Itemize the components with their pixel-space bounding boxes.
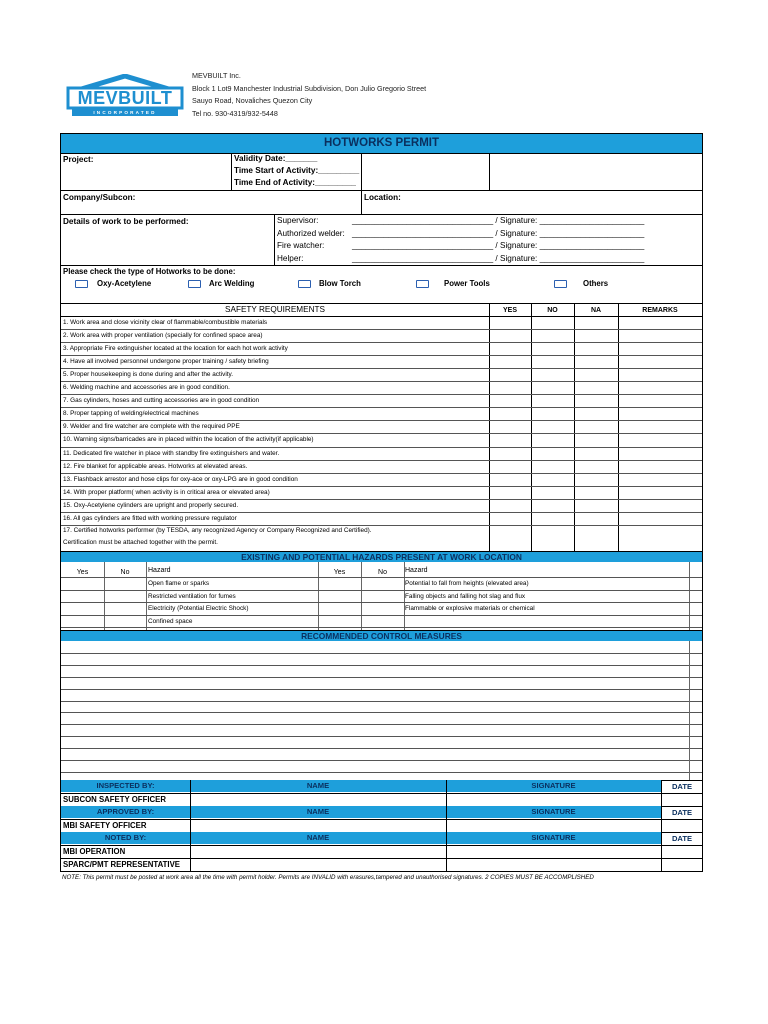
supervisor-label: Supervisor: <box>277 216 319 225</box>
na-cell[interactable] <box>575 487 617 498</box>
no-cell[interactable] <box>532 474 573 485</box>
no-cell[interactable] <box>532 369 573 380</box>
yes-cell[interactable] <box>490 500 530 511</box>
safety-item: 13. Flashback arrestor and hose clips for oxy-ace or oxy-LPG are in good condition <box>63 475 298 483</box>
yes-cell[interactable] <box>490 356 530 367</box>
yes-cell[interactable] <box>490 369 530 380</box>
remarks-cell[interactable] <box>619 487 701 498</box>
option-arc-welding: Arc Welding <box>209 279 255 288</box>
safety-item: 3. Appropriate Fire extinguisher located at the location for each hot work activity <box>63 345 288 353</box>
welder-field[interactable]: _______________________________ / Signature: _______________________ <box>352 229 645 238</box>
name-field[interactable] <box>191 794 445 805</box>
option-oxy-acetylene: Oxy-Acetylene <box>97 279 152 288</box>
yes-cell[interactable] <box>490 448 530 459</box>
na-cell[interactable] <box>575 369 617 380</box>
option-power-tools: Power Tools <box>444 279 490 288</box>
signature-col-header: SIGNATURE <box>531 833 576 842</box>
safety-item: 1. Work area and close vicinity clear of flammable/combustible materials <box>63 319 268 326</box>
control-measures-input[interactable] <box>62 642 688 779</box>
hotwork-type-prompt: Please check the type of Hotworks to be done: <box>63 267 236 276</box>
signoff-role: MBI SAFETY OFFICER <box>63 821 147 830</box>
company-subcon-label: Company/Subcon: <box>63 193 136 202</box>
na-cell[interactable] <box>575 408 617 419</box>
signature-col-header: SIGNATURE <box>531 807 576 816</box>
yes-cell[interactable] <box>490 395 530 406</box>
signoff-role-header: APPROVED BY: <box>96 807 155 816</box>
no-cell[interactable] <box>532 408 573 419</box>
signature-field[interactable] <box>447 794 660 805</box>
hazard-col-hazard-2: Hazard <box>405 567 428 574</box>
hazard-col-no-2: No <box>378 569 387 576</box>
hazards-header: EXISTING AND POTENTIAL HAZARDS PRESENT AT WORK LOCATION <box>241 552 522 562</box>
signature-field[interactable] <box>447 846 660 857</box>
time-start-field[interactable]: Time Start of Activity:_________ <box>234 166 360 175</box>
no-cell[interactable] <box>532 461 573 472</box>
no-cell[interactable] <box>532 513 573 524</box>
company-info <box>192 70 426 120</box>
safety-item: 4. Have all involved personnel undergone proper training / safety briefing <box>63 358 269 366</box>
option-others: Others <box>583 279 609 288</box>
yes-cell[interactable] <box>490 434 530 445</box>
no-cell[interactable] <box>532 356 573 367</box>
yes-cell[interactable] <box>490 382 530 393</box>
company-address-2: Sauyo Road, Novaliches Quezon City <box>192 96 313 106</box>
safety-requirements-header: SAFETY REQUIREMENTS <box>225 305 325 314</box>
no-cell[interactable] <box>532 421 573 432</box>
signoff-role: MBI OPERATION <box>63 847 126 856</box>
yes-cell[interactable] <box>490 474 530 485</box>
date-field[interactable] <box>662 846 701 857</box>
date-col-header: DATE <box>671 834 693 843</box>
permit-note: NOTE: This permit must be posted at work area all the time with permit holder. Permits are INVALID with erasures,tampered and unauthorised signatures. 2 COPIES MUST BE ACCOMPLISHED <box>62 874 594 881</box>
logo-wordmark: MEVBUILT <box>77 88 173 108</box>
remarks-cell[interactable] <box>619 513 701 524</box>
no-cell[interactable] <box>532 317 573 328</box>
yes-cell[interactable] <box>490 330 530 341</box>
na-cell[interactable] <box>575 434 617 445</box>
company-tel: Tel no. 930-4319/932-5448 <box>192 108 278 118</box>
safety-item: 10. Warning signs/barricades are in placed within the location of the activity(if applicable) <box>63 436 314 444</box>
validity-date-field[interactable]: Validity Date:_______ <box>234 154 318 163</box>
safety-item-17: 17. Certified hotworks performer (by TESDA, any recognized Agency or Company Recognized and Certified). <box>63 526 372 534</box>
helper-field[interactable]: _______________________________ / Signature: _______________________ <box>352 254 645 263</box>
safety-item-17-note: Certification must be attached together with the permit. <box>63 538 218 546</box>
no-cell[interactable] <box>532 448 573 459</box>
no-cell[interactable] <box>532 500 573 511</box>
remarks-cell[interactable] <box>619 500 701 511</box>
hazard-col-no: No <box>120 569 130 576</box>
na-cell[interactable] <box>575 330 617 341</box>
signature-col-header: SIGNATURE <box>531 781 576 790</box>
na-cell[interactable] <box>575 343 617 354</box>
yes-cell[interactable] <box>490 343 530 354</box>
helper-label: Helper: <box>277 254 304 263</box>
na-cell[interactable] <box>575 513 617 524</box>
date-field[interactable] <box>662 820 701 831</box>
remarks-cell[interactable] <box>619 343 701 354</box>
no-cell[interactable] <box>532 330 573 341</box>
name-col-header: NAME <box>306 807 330 816</box>
remarks-cell[interactable] <box>619 356 701 367</box>
name-field[interactable] <box>191 820 445 831</box>
permit-title: HOTWORKS PERMIT <box>324 137 439 149</box>
logo-subtext: INCORPORATED <box>93 110 157 115</box>
yes-cell[interactable] <box>490 513 530 524</box>
company-name: MEVBUILT Inc. <box>192 71 241 80</box>
signoff-role-header: INSPECTED BY: <box>96 781 155 790</box>
signature-field[interactable] <box>447 820 660 831</box>
project-label: Project: <box>63 155 94 164</box>
safety-item: 6. Welding machine and accessories are in good condition. <box>63 384 230 392</box>
no-cell[interactable] <box>532 382 573 393</box>
na-cell[interactable] <box>575 461 617 472</box>
no-cell[interactable] <box>532 395 573 406</box>
safety-item: 2. Work area with proper ventilation (specially for confined space area) <box>63 332 263 340</box>
checkbox-power-tools[interactable] <box>416 280 429 288</box>
date-field[interactable] <box>662 859 701 870</box>
yes-cell[interactable] <box>490 487 530 498</box>
details-label: Details of work to be performed: <box>63 217 189 226</box>
safety-item: 11. Dedicated fire watcher in place with standby fire extinguishers and water. <box>63 449 280 457</box>
na-cell[interactable] <box>575 356 617 367</box>
option-blow-torch: Blow Torch <box>319 279 361 288</box>
remarks-cell[interactable] <box>619 461 701 472</box>
signature-field[interactable] <box>447 859 660 870</box>
na-cell[interactable] <box>575 474 617 485</box>
col-remarks: REMARKS <box>642 307 678 314</box>
remarks-cell[interactable] <box>619 421 701 432</box>
company-logo <box>66 74 184 120</box>
col-yes: YES <box>502 307 517 314</box>
date-col-header: DATE <box>671 782 693 791</box>
remarks-cell[interactable] <box>619 448 701 459</box>
control-measures-header: RECOMMENDED CONTROL MEASURES <box>301 631 462 641</box>
time-end-field[interactable]: Time End of Activity:_________ <box>234 178 356 187</box>
remarks-cell[interactable] <box>619 330 701 341</box>
signoff-role: SPARC/PMT REPRESENTATIVE <box>63 860 180 869</box>
remarks-cell[interactable] <box>619 382 701 393</box>
na-cell[interactable] <box>575 448 617 459</box>
no-cell[interactable] <box>532 487 573 498</box>
safety-item: 16. All gas cylinders are fitted with working pressure regulator <box>63 514 237 522</box>
hazard-col-yes-2: Yes <box>333 569 346 576</box>
na-cell[interactable] <box>575 500 617 511</box>
hazard-item: Potential to fall from heights (elevated area) <box>405 580 529 587</box>
name-col-header: NAME <box>306 833 330 842</box>
col-na: NA <box>590 307 602 314</box>
yes-cell[interactable] <box>490 421 530 432</box>
safety-item: 12. Fire blanket for applicable areas. Hotworks at elevated areas. <box>63 462 248 470</box>
checkbox-others[interactable] <box>554 280 567 288</box>
na-cell[interactable] <box>575 395 617 406</box>
yes-cell[interactable] <box>490 317 530 328</box>
name-field[interactable] <box>191 846 445 857</box>
hazard-col-yes: Yes <box>76 569 89 576</box>
safety-item: 7. Gas cylinders, hoses and cutting accessories are in good condition <box>63 397 260 405</box>
checkbox-oxy-acetylene[interactable] <box>75 280 88 288</box>
remarks-cell[interactable] <box>619 434 701 445</box>
safety-item: 9. Welder and fire watcher are complete with the required PPE <box>63 423 240 431</box>
yes-cell[interactable] <box>490 408 530 419</box>
na-cell[interactable] <box>575 382 617 393</box>
supervisor-field[interactable]: _______________________________ / Signature: _______________________ <box>352 216 645 225</box>
signoff-role-header: NOTED BY: <box>104 833 147 842</box>
remarks-cell[interactable] <box>619 474 701 485</box>
name-col-header: NAME <box>306 781 330 790</box>
name-field[interactable] <box>191 859 445 870</box>
location-label: Location: <box>364 193 401 202</box>
safety-item: 5. Proper housekeeping is done during and after the activity. <box>63 371 234 379</box>
signoff-role: SUBCON SAFETY OFFICER <box>63 795 166 804</box>
na-cell[interactable] <box>575 317 617 328</box>
safety-item: 14. With proper platform( when activity is in critical area or elevated area) <box>63 488 270 496</box>
company-address-1: Block 1 Lot9 Manchester Industrial Subdivision, Don Julio Gregorio Street <box>192 83 427 93</box>
remarks-cell[interactable] <box>619 395 701 406</box>
hazard-item: Falling objects and falling hot slag and flux <box>405 592 526 600</box>
date-field[interactable] <box>662 794 701 805</box>
safety-item: 8. Proper tapping of welding/electrical machines <box>63 410 199 418</box>
hazard-item: Confined space <box>148 617 193 625</box>
safety-item: 15. Oxy-Acetylene cylinders are upright and properly secured. <box>63 501 239 509</box>
hazard-item: Electricity (Potential Electric Shock) <box>148 605 249 612</box>
remarks-cell[interactable] <box>619 369 701 380</box>
hazard-item: Open flame or sparks <box>148 580 210 587</box>
checkbox-arc-welding[interactable] <box>188 280 201 288</box>
col-no: NO <box>547 307 558 314</box>
date-col-header: DATE <box>671 808 693 817</box>
remarks-cell[interactable] <box>619 408 701 419</box>
fire-watcher-label: Fire watcher: <box>277 241 325 250</box>
welder-label: Authorized welder: <box>277 229 345 238</box>
yes-cell[interactable] <box>490 461 530 472</box>
fire-watcher-field[interactable]: _______________________________ / Signature: _______________________ <box>352 241 645 250</box>
remarks-cell[interactable] <box>619 317 701 328</box>
hazard-item: Restricted ventilation for fumes <box>148 592 236 600</box>
no-cell[interactable] <box>532 343 573 354</box>
hazard-item: Flammable or explosive materials or chemical <box>405 605 535 612</box>
hazard-col-hazard: Hazard <box>148 567 171 574</box>
no-cell[interactable] <box>532 434 573 445</box>
checkbox-blow-torch[interactable] <box>298 280 311 288</box>
na-cell[interactable] <box>575 421 617 432</box>
